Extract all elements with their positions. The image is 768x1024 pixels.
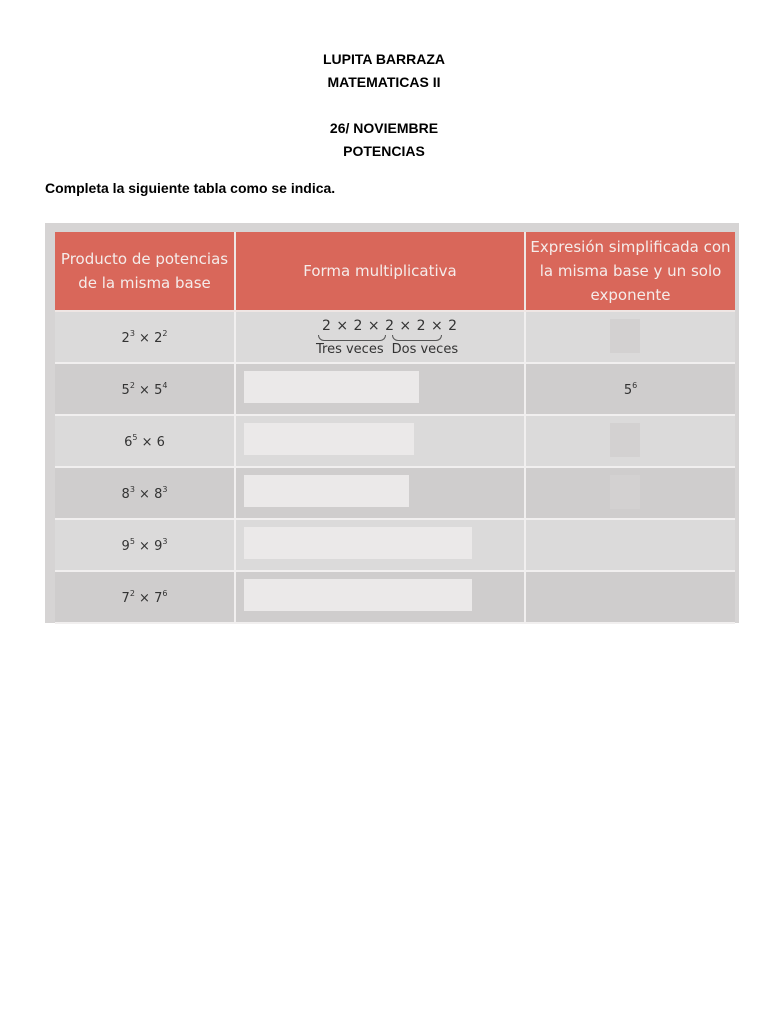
product-cell: $9^5 \times 9^3$ (55, 519, 235, 571)
product-cell: $2^3 \times 2^2$ (55, 311, 235, 363)
document-header (0, 48, 768, 163)
answer-blank (244, 527, 472, 559)
label-two-times: Dos veces (391, 342, 459, 357)
subject: MATEMATICAS II (327, 74, 441, 90)
answer-blank (244, 475, 409, 507)
brace-three (318, 335, 386, 341)
table-photo (45, 223, 739, 623)
product-cell: $7^2 \times 7^6$ (55, 571, 235, 623)
simplified-cell (525, 519, 735, 571)
simplified-cell (525, 467, 735, 519)
product-cell: $5^2 \times 5^4$ (55, 363, 235, 415)
instruction-text: Completa la siguiente tabla como se indica. (45, 180, 336, 196)
header-multiplicative: Forma multiplicativa (235, 232, 525, 311)
multiplicative-cell (235, 571, 525, 623)
multiplicative-cell (235, 415, 525, 467)
table-row (55, 415, 735, 467)
table-row (55, 311, 735, 363)
topic: POTENCIAS (343, 143, 425, 159)
product-cell: $6^5 \times 6$ (55, 415, 235, 467)
answer-blank (244, 423, 414, 455)
example-expression: 2 × 2 × 2 × 2 × 2 Tres veces Dos veces (316, 318, 459, 357)
table-row (55, 571, 735, 623)
table-row (55, 467, 735, 519)
answer-blank (244, 579, 472, 611)
multiplicative-cell (235, 467, 525, 519)
label-three-times: Tres veces (316, 342, 384, 357)
header-product: Producto de potencias de la misma base (55, 232, 235, 311)
brace-two (392, 335, 442, 341)
simplified-cell (525, 311, 735, 363)
student-name: LUPITA BARRAZA (322, 51, 446, 67)
answer-value: 5 (623, 382, 633, 398)
table-row (55, 363, 735, 415)
multiplicative-cell (235, 311, 525, 363)
table-row (55, 519, 735, 571)
date: 26/ NOVIEMBRE (329, 120, 439, 136)
product-cell: $8^3 \times 8^3$ (55, 467, 235, 519)
simplified-cell: $5^6$ (525, 363, 735, 415)
multiplicative-cell (235, 519, 525, 571)
simplified-cell (525, 571, 735, 623)
multiplicative-cell (235, 363, 525, 415)
header-simplified: Expresión simplificada con la misma base y un solo exponente (525, 232, 735, 311)
answer-blank (244, 371, 419, 403)
simplified-cell (525, 415, 735, 467)
powers-table (55, 232, 735, 624)
